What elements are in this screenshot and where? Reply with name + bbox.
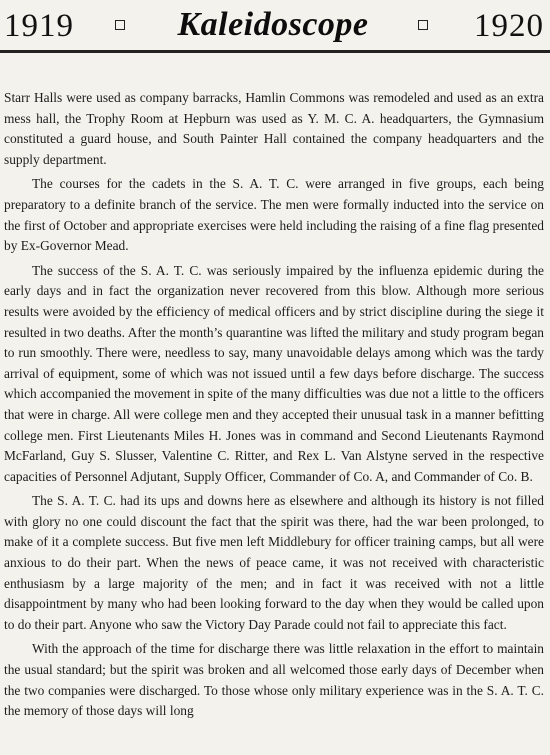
header-square-ornament-right [418, 20, 428, 30]
header-year-right: 1920 [474, 8, 544, 44]
page-body [4, 88, 544, 722]
header-title: Kaleidoscope [177, 6, 369, 43]
paragraph: With the approach of the time for discharge there was little relaxation in the effort to maintain the usual standard; but the spirit was broken and all welcomed those early days of December when the two companies were discharged. To those whose only military experience was in the S. A. T. C. the memory of those days will long [4, 641, 544, 719]
page-header [0, 0, 550, 58]
paragraph: The S. A. T. C. had its ups and downs here as elsewhere and although its history is not filled with glory no one could discount the fact that the spirit was there, had the war been prolonged, to make of it a complete success. But five men left Middlebury for officer training camps, but all were anxious to do their part. When the news of peace came, it was not received with characteristic enthusiasm by a large majority of the men; and in fact it was received with not a little disappointment by many who had been looking forward to the day when they would be called upon to do their part. Anyone who saw the Victory Day Parade could not fail to appreciate this fact. [4, 493, 544, 632]
paragraph: The success of the S. A. T. C. was seriously impaired by the influenza epidemic during the early days and in fact the organization never recovered from this blow. Although more serious results were avoided by the efficiency of medical officers and by strict discipline during the siege it resulted in two deaths. After the month’s quarantine was lifted the military and study program began to run smoothly. There were, needless to say, many unavoidable delays among which was the tardy arrival of equipment, some of which was not issued until a few days before discharge. The success which accompanied the movement in spite of the many difficulties was due not a little to the officers that were in charge. All were college men and they accepted their unusual task in a manner befitting college men. First Lieutenants Miles H. Jones was in command and Second Lieutenants Raymond McFarland, Guy S. Slusser, Valentine C. Ritter, and Rex L. Van Alstyne served in the respective capacities of Personnel Adjutant, Supply Officer, Commander of Co. A, and Commander of Co. B. [4, 262, 544, 484]
header-year-left: 1919 [4, 8, 74, 44]
header-rule [0, 50, 550, 53]
header-square-ornament-left [115, 20, 125, 30]
paragraph: The courses for the cadets in the S. A. T. C. were arranged in five groups, each being preparatory to a definite branch of the service. The men were formally inducted into the service on the first of October and appropriate exercises were held including the raising of a fine flag presented by Ex-Governor Mead. [4, 176, 544, 254]
paragraph: Starr Halls were used as company barracks, Hamlin Commons was remodeled and used as an extra mess hall, the Trophy Room at Hepburn was used as Y. M. C. A. headquarters, the Gymnasium constituted a guard house, and South Painter Hall contained the company headquarters and the supply department. [4, 90, 544, 167]
